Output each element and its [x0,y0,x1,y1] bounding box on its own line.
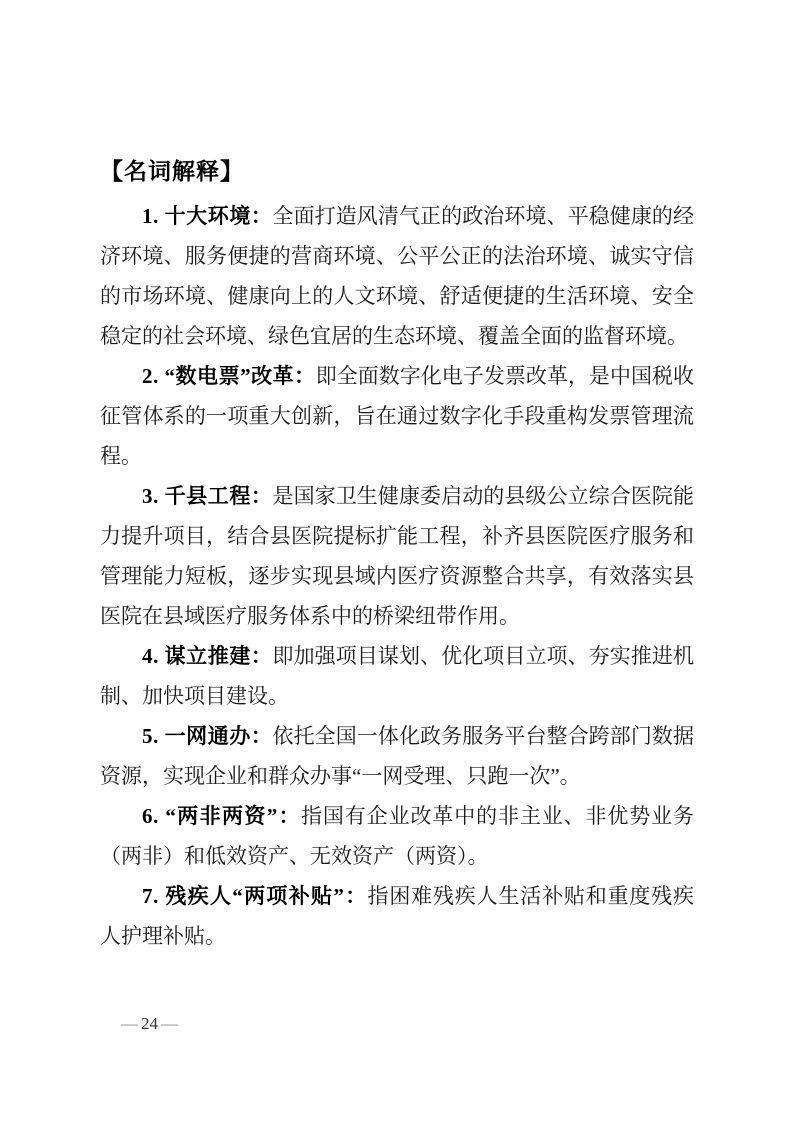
glossary-definition-2: 即全面数字化电子发票改革，是中国税收征管体系的一项重大创新，旨在通过数字化手段重构发票管理流程。 [100,364,695,468]
glossary-term-4: 4. 谋立推建： [142,644,273,668]
glossary-item-2 [100,356,694,476]
document-body [100,150,694,956]
glossary-term-1: 1. 十大环境： [142,204,273,228]
glossary-definition-1: 全面打造风清气正的政治环境、平稳健康的经济环境、服务便捷的营商环境、公平公正的法治环境、诚实守信的市场环境、健康向上的人文环境、舒适便捷的生活环境、安全稳定的社会环境、绿色宜居的生态环境、覆盖全面的监督环境。 [100,204,695,348]
glossary-item-7 [100,876,694,956]
page-number-footer [118,1012,181,1036]
glossary-term-6: 6. “两非两资”： [142,804,302,828]
glossary-definition-4: 即加强项目谋划、优化项目立项、夯实推进机制、加快项目建设。 [100,644,695,708]
glossary-definition-3: 是国家卫生健康委启动的县级公立综合医院能力提升项目，结合县医院提标扩能工程，补齐县医院医疗服务和管理能力短板，逐步实现县域内医疗资源整合共享，有效落实县医院在县域医疗服务体系中的桥梁纽带作用。 [100,484,695,628]
glossary-item-1 [100,196,694,356]
glossary-definition-7: 指困难残疾人生活补贴和重度残疾人护理补贴。 [100,884,695,948]
page-number: 24 [141,1014,158,1033]
glossary-term-3: 3. 千县工程： [142,484,273,508]
glossary-term-7: 7. 残疾人“两项补贴”： [142,884,368,908]
glossary-item-3 [100,476,694,636]
glossary-item-5 [100,716,694,796]
glossary-item-4 [100,636,694,716]
glossary-definition-6: 指国有企业改革中的非主业、非优势业务（两非）和低效资产、无效资产（两资）。 [100,804,695,868]
glossary-definition-5: 依托全国一体化政务服务平台整合跨部门数据资源，实现企业和群众办事“一网受理、只跑一次”。 [100,724,695,788]
glossary-term-5: 5. 一网通办： [142,724,273,748]
glossary-item-6 [100,796,694,876]
page-title: 【名词解释】 [100,158,244,184]
footer-right-dash: — [161,1014,178,1033]
glossary-term-2: 2. “数电票”改革： [142,364,316,388]
footer-left-dash: — [121,1014,138,1033]
